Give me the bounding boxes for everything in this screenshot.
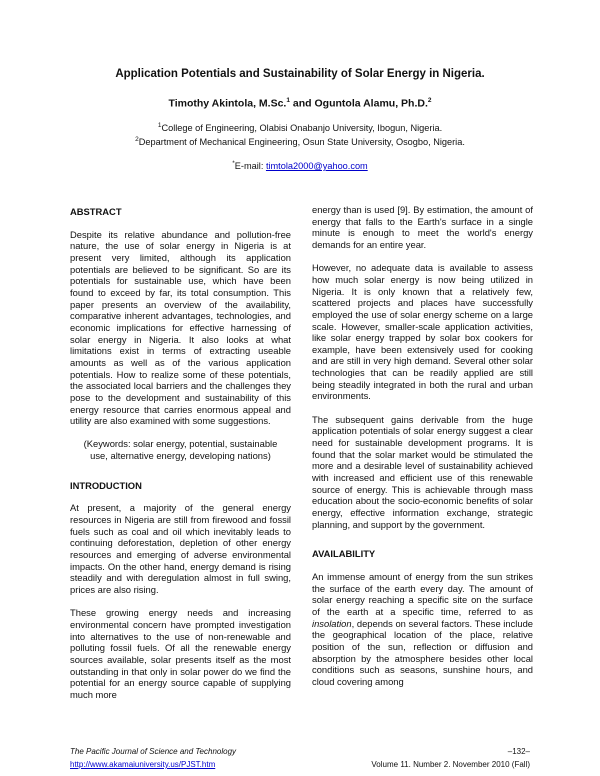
- insolation-term: insolation: [312, 617, 352, 629]
- introduction-paragraph-1: At present, a majority of the general energy resources in Nigeria are still from firewood and fossil fuels such as coal and oil which inevitably leads to continuing deforestation, depletion of other energy resources and emerging of adverse environmental impacts. On the other hand, energy demand is rising steadily and with deregulation almost in full swing, prices are also rising.: [70, 502, 291, 595]
- email-link[interactable]: timtola2000@yahoo.com: [265, 161, 368, 172]
- footer-url-link[interactable]: http://www.akamaiuniversity.us/PJST.htm: [70, 760, 216, 769]
- email-mark: *: [232, 160, 235, 167]
- paper-title: Application Potentials and Sustainability of Solar Energy in Nigeria.: [115, 68, 485, 80]
- author-1-name: Timothy Akintola, M.Sc.: [168, 97, 287, 110]
- footer-journal: The Pacific Journal of Science and Technology: [70, 747, 237, 756]
- availability-paragraph: [312, 571, 533, 688]
- availability-heading: AVAILABILITY: [312, 548, 376, 560]
- right-paragraph-1: energy than is used [9]. By estimation, the amount of energy that falls to the Earth's surface in a single minute is enough to meet the world's energy demands for an entire year.: [312, 204, 533, 250]
- author-2-mark: 2: [427, 97, 432, 104]
- affiliation-1-text: College of Engineering, Olabisi Onabanjo University, Ibogun, Nigeria.: [161, 123, 443, 134]
- email-line: [40, 160, 560, 171]
- left-column: [70, 206, 291, 712]
- author-1-mark: 1: [286, 97, 290, 104]
- right-column: [312, 204, 533, 699]
- affiliation-2-text: Department of Mechanical Engineering, Osun State University, Osogbo, Nigeria.: [138, 137, 465, 148]
- email-label: E-mail:: [234, 161, 266, 172]
- footer-volume: Volume 11. Number 2. November 2010 (Fall): [371, 760, 530, 769]
- affiliation-1-mark: 1: [157, 122, 162, 129]
- keywords: (Keywords: solar energy, potential, sustainable use, alternative energy, developing nations): [83, 438, 278, 462]
- author-2-name: Oguntola Alamu, Ph.D.: [314, 97, 428, 110]
- right-paragraph-2: However, no adequate data is available to assess how much solar energy is now being utilized in Nigeria. It is only known that a relatively few, scattered projects and places have successfully employed the use of solar energy scheme on a large scale. However, smaller-scale application activities, like solar energy trapped by solar box cookers for example, have been extensively used for cooking and are still in very high demand. Several other solar technologies that can be readily applied are still being steadily integrated in both the rural and urban environments.: [312, 262, 533, 402]
- affiliation-2-mark: 2: [135, 136, 139, 143]
- affiliation-2: [40, 136, 560, 147]
- availability-text-end: , depends on several factors. These include the geographical location of the place, relative position of the sun, reflection or diffusion and absorption by the atmosphere besides other local conditions such as seasons, sunshine hours, and cloud covering among: [312, 617, 533, 687]
- availability-text-start: An immense amount of energy from the sun strikes the surface of the earth every day. The amount of solar energy reaching a specific site on the surface of the earth at a specific time, referred to as: [312, 570, 533, 617]
- abstract-text: Despite its relative abundance and pollution-free nature, the use of solar energy in Nigeria is at present very limited, although its application potentials are believed to be significant. So are its potentials for sustainable use, which have been found to exceed by far, its total consumption. This paper presents an overview of the availability, comparative inherent advantages, technologies, and economic implications for effective harnessing of solar energy in Nigeria. It also looks at what limitations exist in terms of extracting useable amounts as well as of the various application potentials. How to realize some of these potentials, the associated local barriers and the challenges they pose to the development and sustainability of this energy resource that carries enormous appeal and utility are also examined with some suggestions.: [70, 228, 291, 427]
- author-line: [40, 97, 560, 110]
- introduction-paragraph-2: These growing energy needs and increasing environmental concern have prompted investigation into alternatives to the use of non-renewable and polluting fossil fuels. Of all the renewable energy sources available, solar presents itself as the most outstanding in that only in solar power do we find the potential for an energy source capable of supplying much more: [70, 607, 291, 700]
- affiliation-1: [40, 122, 560, 133]
- footer-page-number: –132–: [507, 747, 530, 756]
- abstract-heading: ABSTRACT: [70, 206, 122, 217]
- author-conjunction: and: [289, 97, 315, 110]
- introduction-heading: INTRODUCTION: [70, 479, 142, 491]
- right-paragraph-3: The subsequent gains derivable from the huge application potentials of solar energy suggest a clear need for sustainable development programs. It is found that the solar market would be stimulated the more and a desirable level of sustainability achieved with increased and efficient use of this renewable source of energy. This is achievable through mass education about the socio-economic benefits of solar energy, effective information exchange, strategic planning, and support by the government.: [312, 413, 533, 530]
